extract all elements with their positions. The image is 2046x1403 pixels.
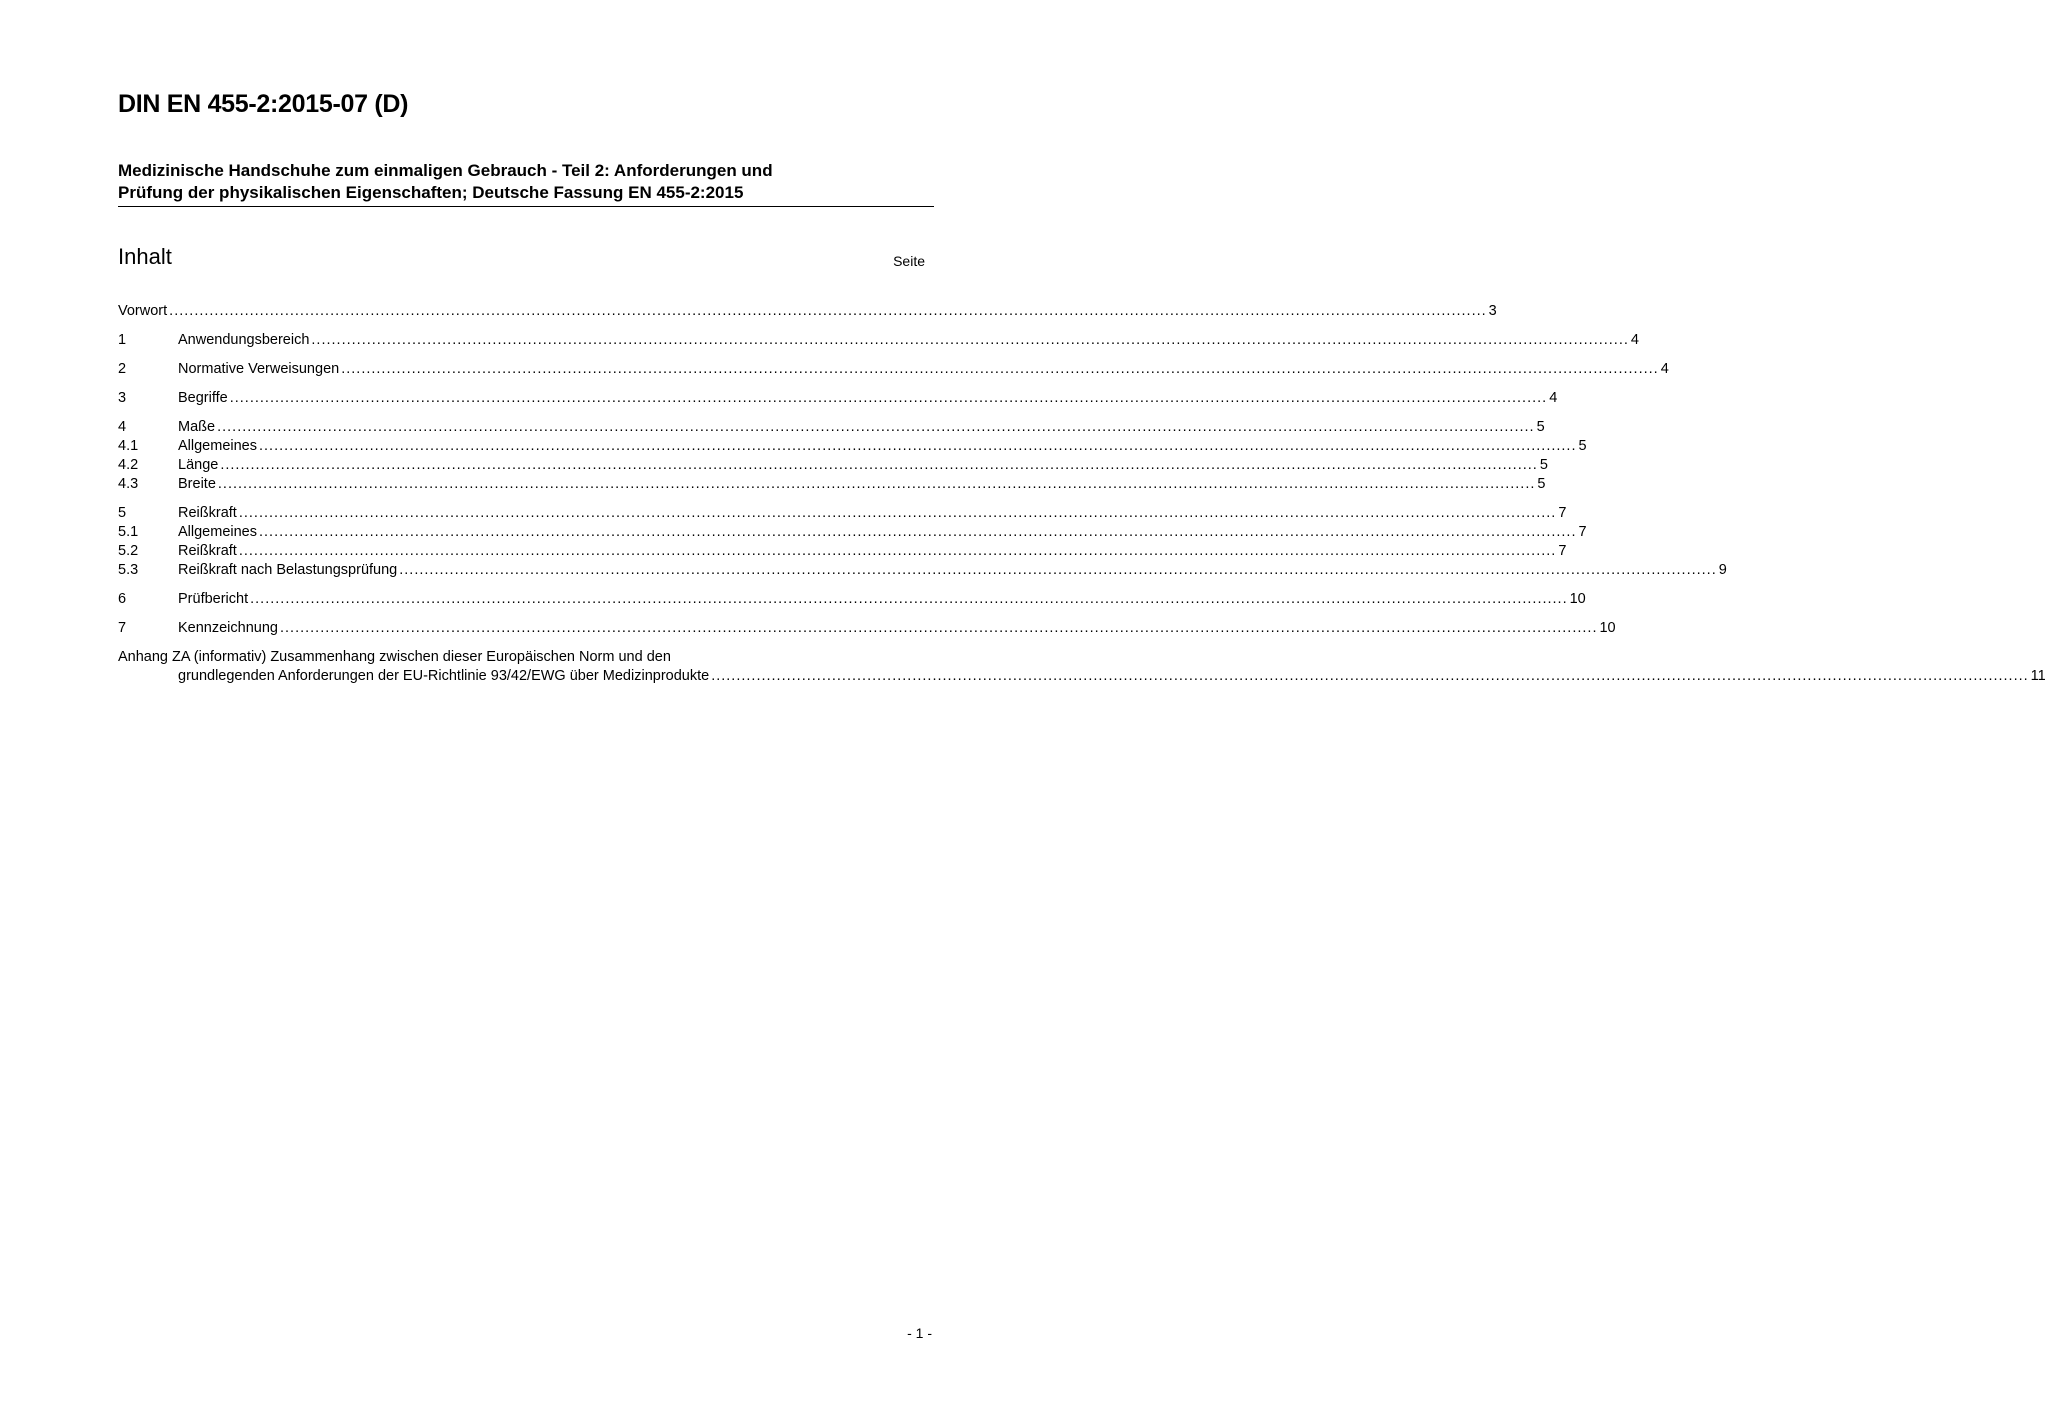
toc-entry-page: 10 xyxy=(1569,591,1586,607)
toc-entry-page: 7 xyxy=(1558,543,1567,559)
toc-entry-number: 5 xyxy=(118,505,127,521)
toc-dot-leader xyxy=(239,542,1556,561)
toc-entry-number: 4.3 xyxy=(118,476,139,492)
toc-entry-page: 7 xyxy=(1558,505,1567,521)
toc-entry-4-3[interactable] xyxy=(118,475,1546,494)
toc-entry-title: Allgemeines xyxy=(178,524,257,540)
toc-page-column-label: Seite xyxy=(893,253,925,269)
toc-entry-page: 5 xyxy=(1536,419,1545,435)
toc-entry-number: 1 xyxy=(118,332,127,348)
toc-entry-4[interactable] xyxy=(118,418,1545,437)
toc-dot-leader xyxy=(259,437,1576,456)
toc-annex-line1[interactable]: Anhang ZA (informativ) Zusammenhang zwischen dieser Europäischen Norm und den xyxy=(118,649,671,665)
toc-entry-number: 5.3 xyxy=(118,562,139,578)
toc-entry-number: 2 xyxy=(118,361,127,377)
toc-entry-number: 6 xyxy=(118,591,127,607)
toc-dot-leader xyxy=(711,667,2028,686)
toc-dot-leader xyxy=(169,302,1486,321)
toc-dot-leader xyxy=(217,418,1534,437)
toc-entry-title: Prüfbericht xyxy=(178,591,249,607)
toc-entry-page: 7 xyxy=(1578,524,1587,540)
toc-entry-number: 3 xyxy=(118,390,127,406)
toc-entry-title: Vorwort xyxy=(118,303,168,319)
toc-dot-leader xyxy=(280,619,1597,638)
page-number: - 1 - xyxy=(907,1325,932,1341)
toc-entry-title: Anwendungsbereich xyxy=(178,332,310,348)
document-subtitle-line1: Medizinische Handschuhe zum einmaligen Gebrauch - Teil 2: Anforderungen und xyxy=(118,161,773,180)
toc-dot-leader xyxy=(341,360,1658,379)
toc-entry-page: 4 xyxy=(1630,332,1639,348)
toc-annex-line2: grundlegenden Anforderungen der EU-Richtlinie 93/42/EWG über Medizinprodukte xyxy=(178,668,710,684)
toc-entry-number: 4.2 xyxy=(118,457,139,473)
toc-dot-leader xyxy=(220,456,1537,475)
document-subtitle xyxy=(118,160,918,204)
toc-entry-vorwort[interactable] xyxy=(118,302,1497,321)
toc-entry-title: Begriffe xyxy=(178,390,228,406)
toc-entry-page: 4 xyxy=(1549,390,1558,406)
toc-entry-2[interactable] xyxy=(118,360,1669,379)
toc-entry-number: 7 xyxy=(118,620,127,636)
toc-entry-title: Reißkraft nach Belastungsprüfung xyxy=(178,562,398,578)
document-title: DIN EN 455-2:2015-07 (D) xyxy=(118,90,409,118)
toc-entry-title: Allgemeines xyxy=(178,438,257,454)
toc-entry-page: 9 xyxy=(1718,562,1727,578)
toc-dot-leader xyxy=(239,504,1556,523)
toc-entry-page: 11 xyxy=(2030,668,2046,684)
table-of-contents xyxy=(118,302,2046,686)
toc-entry-number: 5.1 xyxy=(118,524,139,540)
toc-entry-title: Normative Verweisungen xyxy=(178,361,340,377)
toc-entry-title: Breite xyxy=(178,476,216,492)
toc-entry-title: Reißkraft xyxy=(178,543,237,559)
toc-entry-title: Maße xyxy=(178,419,216,435)
toc-entry-annex-za[interactable] xyxy=(118,667,2046,686)
toc-dot-leader xyxy=(399,561,1716,580)
toc-entry-4-2[interactable] xyxy=(118,456,1548,475)
toc-entry-page: 5 xyxy=(1539,457,1548,473)
toc-entry-7[interactable] xyxy=(118,619,1616,638)
toc-entry-6[interactable] xyxy=(118,590,1586,609)
document-subtitle-line2: Prüfung der physikalischen Eigenschaften; Deutsche Fassung EN 455-2:2015 xyxy=(118,183,744,202)
toc-entry-3[interactable] xyxy=(118,389,1558,408)
title-divider xyxy=(118,206,934,207)
toc-entry-title: Länge xyxy=(178,457,219,473)
toc-entry-title: Kennzeichnung xyxy=(178,620,278,636)
toc-entry-number: 4.1 xyxy=(118,438,139,454)
toc-entry-page: 5 xyxy=(1537,476,1546,492)
toc-dot-leader xyxy=(311,331,1628,350)
toc-entry-1[interactable] xyxy=(118,331,1639,350)
toc-entry-title: Reißkraft xyxy=(178,505,237,521)
toc-entry-number: 5.2 xyxy=(118,543,139,559)
toc-entry-page: 10 xyxy=(1599,620,1616,636)
toc-dot-leader xyxy=(259,523,1576,542)
toc-entry-page: 4 xyxy=(1660,361,1669,377)
toc-entry-5-1[interactable] xyxy=(118,523,1587,542)
toc-entry-5[interactable] xyxy=(118,504,1567,523)
toc-entry-4-1[interactable] xyxy=(118,437,1587,456)
toc-entry-page: 5 xyxy=(1578,438,1587,454)
toc-entry-page: 3 xyxy=(1488,303,1497,319)
toc-dot-leader xyxy=(230,389,1547,408)
toc-dot-leader xyxy=(250,590,1567,609)
toc-entry-number: 4 xyxy=(118,419,127,435)
toc-heading: Inhalt xyxy=(118,244,172,269)
toc-entry-5-2[interactable] xyxy=(118,542,1567,561)
toc-entry-5-3[interactable] xyxy=(118,561,1727,580)
toc-dot-leader xyxy=(218,475,1535,494)
